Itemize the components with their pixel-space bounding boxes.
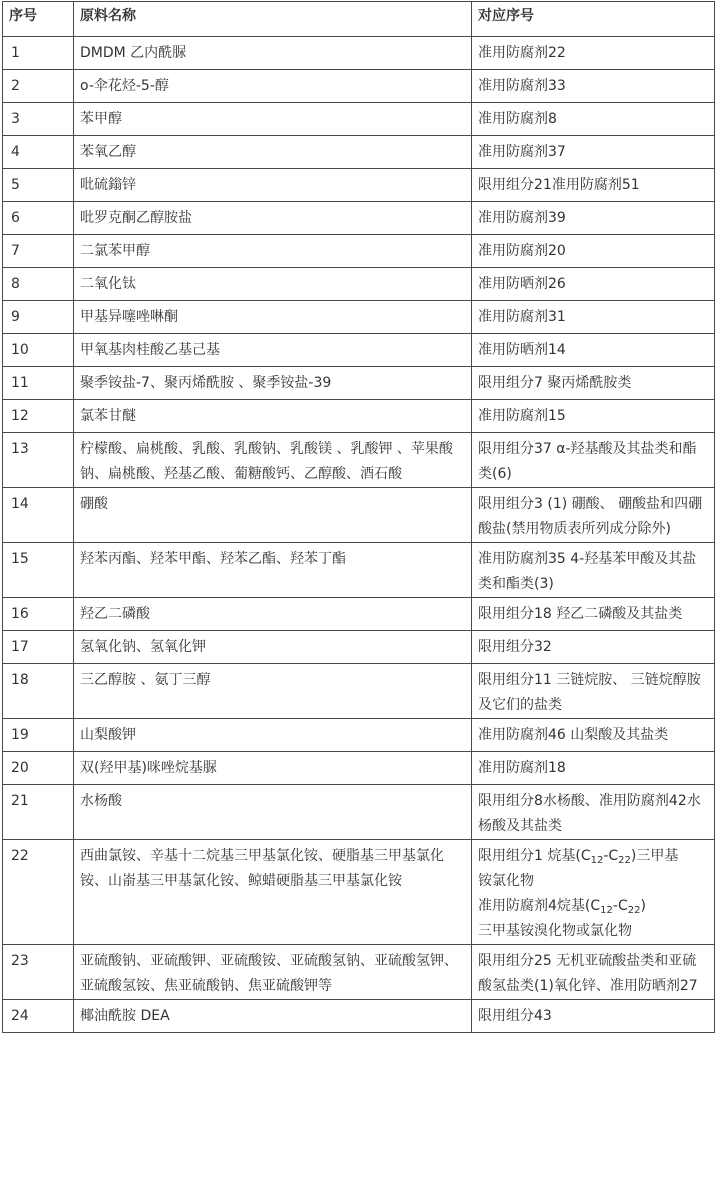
row-number: 8 [3,268,74,301]
row-number: 1 [3,37,74,70]
ingredient-name: 羟苯丙酯、羟苯甲酯、羟苯乙酯、羟苯丁酯 [74,543,472,598]
reference-line [478,894,708,919]
ingredient-name: 苯氧乙醇 [74,136,472,169]
table-row [3,664,715,719]
reference-number: 准用防腐剂8 [472,103,715,136]
row-number: 7 [3,235,74,268]
ingredient-name: 柠檬酸、扁桃酸、乳酸、乳酸钠、乳酸镁 、乳酸钾 、苹果酸钠、扁桃酸、羟基乙酸、葡糖酸钙、乙醇酸、酒石酸 [74,433,472,488]
header-ingredient-name: 原料名称 [74,2,472,37]
reference-number: 准用防腐剂18 [472,752,715,785]
row-number: 21 [3,785,74,840]
reference-number: 限用组分32 [472,631,715,664]
ingredient-name: 二氧化钛 [74,268,472,301]
row-number: 2 [3,70,74,103]
ingredient-name: 二氯苯甲醇 [74,235,472,268]
table-row [3,752,715,785]
row-number: 15 [3,543,74,598]
ingredient-name: DMDM 乙内酰脲 [74,37,472,70]
row-number: 13 [3,433,74,488]
table-row [3,202,715,235]
reference-number: 限用组分18 羟乙二磷酸及其盐类 [472,598,715,631]
reference-number: 准用防腐剂39 [472,202,715,235]
reference-number [472,840,715,945]
reference-line: 铵氯化物 [478,873,534,889]
reference-number: 准用防腐剂31 [472,301,715,334]
reference-number: 限用组分25 无机亚硫酸盐类和亚硫酸氢盐类(1)氧化锌、准用防晒剂27 [472,945,715,1000]
ingredient-name: 亚硫酸钠、亚硫酸钾、亚硫酸铵、亚硫酸氢钠、亚硫酸氢钾、亚硫酸氢铵、焦亚硫酸钠、焦亚硫酸钾等 [74,945,472,1000]
ingredient-name: 吡硫鎓锌 [74,169,472,202]
ingredient-mapping-table [2,1,715,1033]
table-row [3,433,715,488]
row-number: 16 [3,598,74,631]
table-row [3,334,715,367]
row-number: 23 [3,945,74,1000]
ingredient-name: 山梨酸钾 [74,719,472,752]
table-row [3,301,715,334]
ingredient-name: 椰油酰胺 DEA [74,1000,472,1033]
table-body [3,37,715,1033]
ingredient-name: 水杨酸 [74,785,472,840]
row-number: 4 [3,136,74,169]
row-number: 17 [3,631,74,664]
reference-number: 限用组分3 (1) 硼酸、 硼酸盐和四硼酸盐(禁用物质表所列成分除外) [472,488,715,543]
row-number: 5 [3,169,74,202]
reference-text: ) [640,898,646,914]
reference-text: -C [612,898,628,914]
table-row [3,945,715,1000]
reference-number: 准用防腐剂20 [472,235,715,268]
table-row [3,631,715,664]
table-row [3,136,715,169]
table-row [3,598,715,631]
header-no: 序号 [3,2,74,37]
table-row [3,840,715,945]
header-row [3,2,715,37]
reference-number: 限用组分43 [472,1000,715,1033]
ingredient-name: 聚季铵盐-7、聚丙烯酰胺 、聚季铵盐-39 [74,367,472,400]
reference-text: 限用组分1 烷基(C [478,848,591,864]
row-number: 18 [3,664,74,719]
table-row [3,785,715,840]
table-row [3,235,715,268]
reference-number: 准用防腐剂37 [472,136,715,169]
reference-number: 限用组分11 三链烷胺、 三链烷醇胺及它们的盐类 [472,664,715,719]
carbon-count-subscript: 22 [627,905,641,916]
table-row [3,543,715,598]
ingredient-name: 双(羟甲基)咪唑烷基脲 [74,752,472,785]
row-number: 19 [3,719,74,752]
reference-number: 限用组分21准用防腐剂51 [472,169,715,202]
row-number: 3 [3,103,74,136]
ingredient-name: 苯甲醇 [74,103,472,136]
carbon-count-subscript: 22 [618,855,631,866]
table-row [3,719,715,752]
reference-number: 限用组分8水杨酸、准用防腐剂42水杨酸及其盐类 [472,785,715,840]
table-row [3,37,715,70]
carbon-count-subscript: 12 [590,855,604,866]
ingredient-name: 氢氧化钠、氢氧化钾 [74,631,472,664]
reference-line: 三甲基铵溴化物或氯化物 [478,923,632,939]
ingredient-name: 三乙醇胺 、氨丁三醇 [74,664,472,719]
ingredient-name: 氯苯甘醚 [74,400,472,433]
reference-number: 准用防腐剂15 [472,400,715,433]
table-row [3,103,715,136]
row-number: 22 [3,840,74,945]
table-row [3,268,715,301]
reference-text: )三甲基 [630,848,679,864]
row-number: 10 [3,334,74,367]
row-number: 12 [3,400,74,433]
table-row [3,400,715,433]
reference-number: 准用防腐剂46 山梨酸及其盐类 [472,719,715,752]
ingredient-name: 吡罗克酮乙醇胺盐 [74,202,472,235]
row-number: 20 [3,752,74,785]
ingredient-name: 羟乙二磷酸 [74,598,472,631]
ingredient-name: 甲基异噻唑啉酮 [74,301,472,334]
row-number: 9 [3,301,74,334]
reference-number: 准用防晒剂26 [472,268,715,301]
ingredient-name: 甲氧基肉桂酸乙基己基 [74,334,472,367]
ingredient-name: 硼酸 [74,488,472,543]
ingredient-name: 西曲氯铵、辛基十二烷基三甲基氯化铵、硬脂基三甲基氯化铵、山嵛基三甲基氯化铵、鲸蜡硬脂基三甲基氯化铵 [74,840,472,945]
carbon-count-subscript: 12 [600,905,613,916]
table-row [3,169,715,202]
header-reference-no: 对应序号 [472,2,715,37]
row-number: 24 [3,1000,74,1033]
reference-number: 准用防腐剂33 [472,70,715,103]
row-number: 14 [3,488,74,543]
reference-number: 准用防腐剂22 [472,37,715,70]
reference-number: 限用组分37 α-羟基酸及其盐类和酯类(6) [472,433,715,488]
table-row [3,367,715,400]
reference-text: -C [603,848,619,864]
row-number: 11 [3,367,74,400]
reference-number: 准用防腐剂35 4-羟基苯甲酸及其盐类和酯类(3) [472,543,715,598]
reference-line [478,844,708,869]
reference-number: 准用防晒剂14 [472,334,715,367]
reference-number: 限用组分7 聚丙烯酰胺类 [472,367,715,400]
table-row [3,488,715,543]
table-row [3,70,715,103]
row-number: 6 [3,202,74,235]
reference-text: 准用防腐剂4烷基(C [478,898,601,914]
table-row [3,1000,715,1033]
ingredient-name: o-伞花烃-5-醇 [74,70,472,103]
